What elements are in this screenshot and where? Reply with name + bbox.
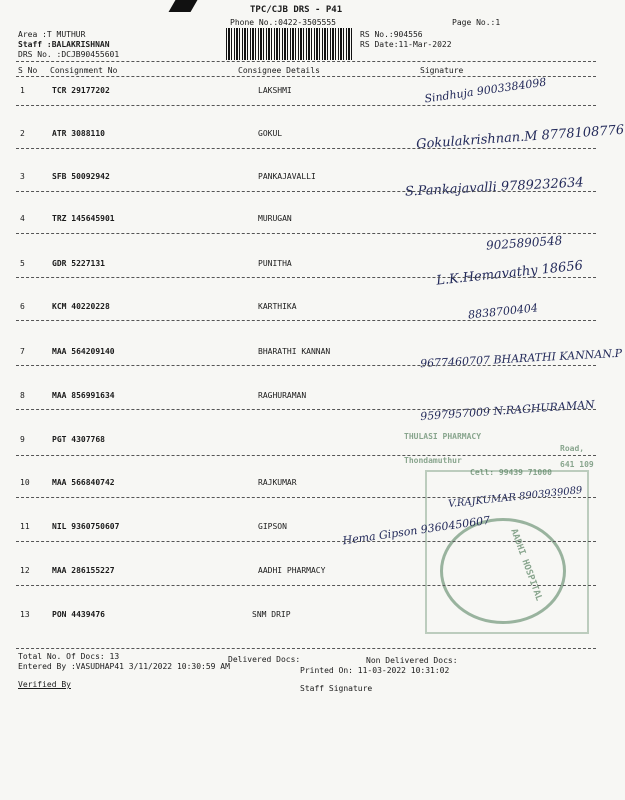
row-consignment: PGT 4307768	[52, 435, 105, 444]
row-consignment: NIL 9360750607	[52, 522, 120, 531]
hospital-seal	[440, 518, 566, 624]
row-divider	[16, 541, 596, 542]
row-signature: 9597957009 N.RAGHURAMAN	[419, 397, 596, 424]
col-sno: S No	[18, 66, 38, 75]
row-consignment: MAA 856991634	[52, 391, 115, 400]
row-consignee: MURUGAN	[258, 214, 292, 223]
row-consignee: LAKSHMI	[258, 86, 292, 95]
row-sno: 11	[20, 522, 30, 531]
row-sno: 4	[20, 214, 25, 223]
row-consignee: RAJKUMAR	[258, 478, 297, 487]
row-signature: 8838700404	[467, 301, 539, 322]
row-divider	[16, 320, 596, 321]
row-consignee: KARTHIKA	[258, 302, 297, 311]
row-divider	[16, 191, 596, 192]
row-consignment: MAA 286155227	[52, 566, 115, 575]
row-signature: 9677460707 BHARATHI KANNAN.P	[419, 346, 623, 371]
row-divider	[16, 105, 596, 106]
verified-by: Verified By	[18, 680, 71, 689]
area-label: Area :T MUTHUR	[18, 30, 86, 39]
col-signature: Signature	[420, 66, 464, 75]
row-sno: 9	[20, 435, 25, 444]
row-consignment: MAA 564209140	[52, 347, 115, 356]
row-signature: Gokulakrishnan.M 8778108776	[415, 122, 625, 153]
header-rule-top	[16, 61, 596, 62]
row-consignment: ATR 3088110	[52, 129, 105, 138]
phone-number: Phone No.:0422-3505555	[230, 18, 336, 27]
page-number: Page No.:1	[452, 18, 501, 27]
row-sno: 13	[20, 610, 30, 619]
table-bottom-rule	[16, 648, 596, 649]
row-consignee: PANKAJAVALLI	[258, 172, 316, 181]
row-sno: 1	[20, 86, 25, 95]
drs-number: DRS No. :DCJB90455601	[18, 50, 120, 59]
row-sno: 6	[20, 302, 25, 311]
row-divider	[16, 233, 596, 234]
row-consignee: AADHI PHARMACY	[258, 566, 326, 575]
row-consignment: MAA 566840742	[52, 478, 115, 487]
col-consignment: Consignment No	[50, 66, 118, 75]
header-rule-bottom	[16, 76, 596, 77]
row-signature: Hema Gipson 9360450607	[341, 513, 491, 548]
row-sno: 2	[20, 129, 25, 138]
stamp-line-5: Cell: 99439 71000	[470, 468, 552, 477]
row-consignee: GIPSON	[258, 522, 287, 531]
rs-number: RS No.:904556	[360, 30, 423, 39]
row-divider	[16, 365, 596, 366]
row-divider	[16, 455, 596, 456]
row-divider	[16, 148, 596, 149]
row-sno: 5	[20, 259, 25, 268]
total-docs: Total No. Of Docs: 13	[18, 652, 120, 661]
row-consignment: TCR 29177202	[52, 86, 110, 95]
scan-corner-mark	[169, 0, 198, 12]
row-divider	[16, 585, 596, 586]
row-signature: 9025890548	[485, 233, 563, 253]
row-consignee: BHARATHI KANNAN	[258, 347, 331, 356]
col-consignee: Consignee Details	[238, 66, 320, 75]
stamp-line-1: THULASI PHARMACY	[404, 432, 482, 441]
seal-text: AADHI HOSPITAL	[508, 527, 544, 603]
row-consignee: GOKUL	[258, 129, 283, 138]
row-consignment: GDR 5227131	[52, 259, 105, 268]
entered-by: Entered By :VASUDHAP41 3/11/2022 10:30:59 AM	[18, 662, 230, 671]
rs-date: RS Date:11-Mar-2022	[360, 40, 452, 49]
row-signature: Sindhuja 9003384098	[423, 75, 548, 106]
row-signature: V.RAJKUMAR 8903939089	[447, 484, 583, 511]
non-delivered-docs: Non Delivered Docs:	[366, 656, 458, 665]
staff-signature-label: Staff Signature	[300, 684, 373, 693]
row-consignee: SNM DRIP	[252, 610, 291, 619]
row-consignment: SFB 50092942	[52, 172, 110, 181]
printed-on: Printed On: 11-03-2022 10:31:02	[300, 666, 450, 675]
row-sno: 8	[20, 391, 25, 400]
row-consignee: RAGHURAMAN	[258, 391, 307, 400]
row-sno: 10	[20, 478, 30, 487]
row-consignment: PON 4439476	[52, 610, 105, 619]
staff-label: Staff :BALAKRISHNAN	[18, 40, 110, 49]
row-divider	[16, 409, 596, 410]
report-title: TPC/CJB DRS - P41	[250, 5, 343, 15]
row-consignment: TRZ 145645901	[52, 214, 115, 223]
row-signature: L.K.Hemavathy 18656	[435, 258, 584, 289]
row-consignment: KCM 40220228	[52, 302, 110, 311]
row-sno: 3	[20, 172, 25, 181]
row-sno: 12	[20, 566, 30, 575]
stamp-line-2: Road,	[560, 444, 585, 453]
row-signature: S.Pankajavalli 9789232634	[404, 175, 584, 200]
stamp-line-4: 641 109	[560, 460, 594, 469]
row-divider	[16, 497, 596, 498]
barcode	[226, 28, 354, 60]
stamp-line-3: Thondamuthur	[404, 456, 462, 465]
row-sno: 7	[20, 347, 25, 356]
delivered-docs: Delivered Docs:	[228, 655, 301, 664]
row-divider	[16, 277, 596, 278]
row-consignee: PUNITHA	[258, 259, 292, 268]
